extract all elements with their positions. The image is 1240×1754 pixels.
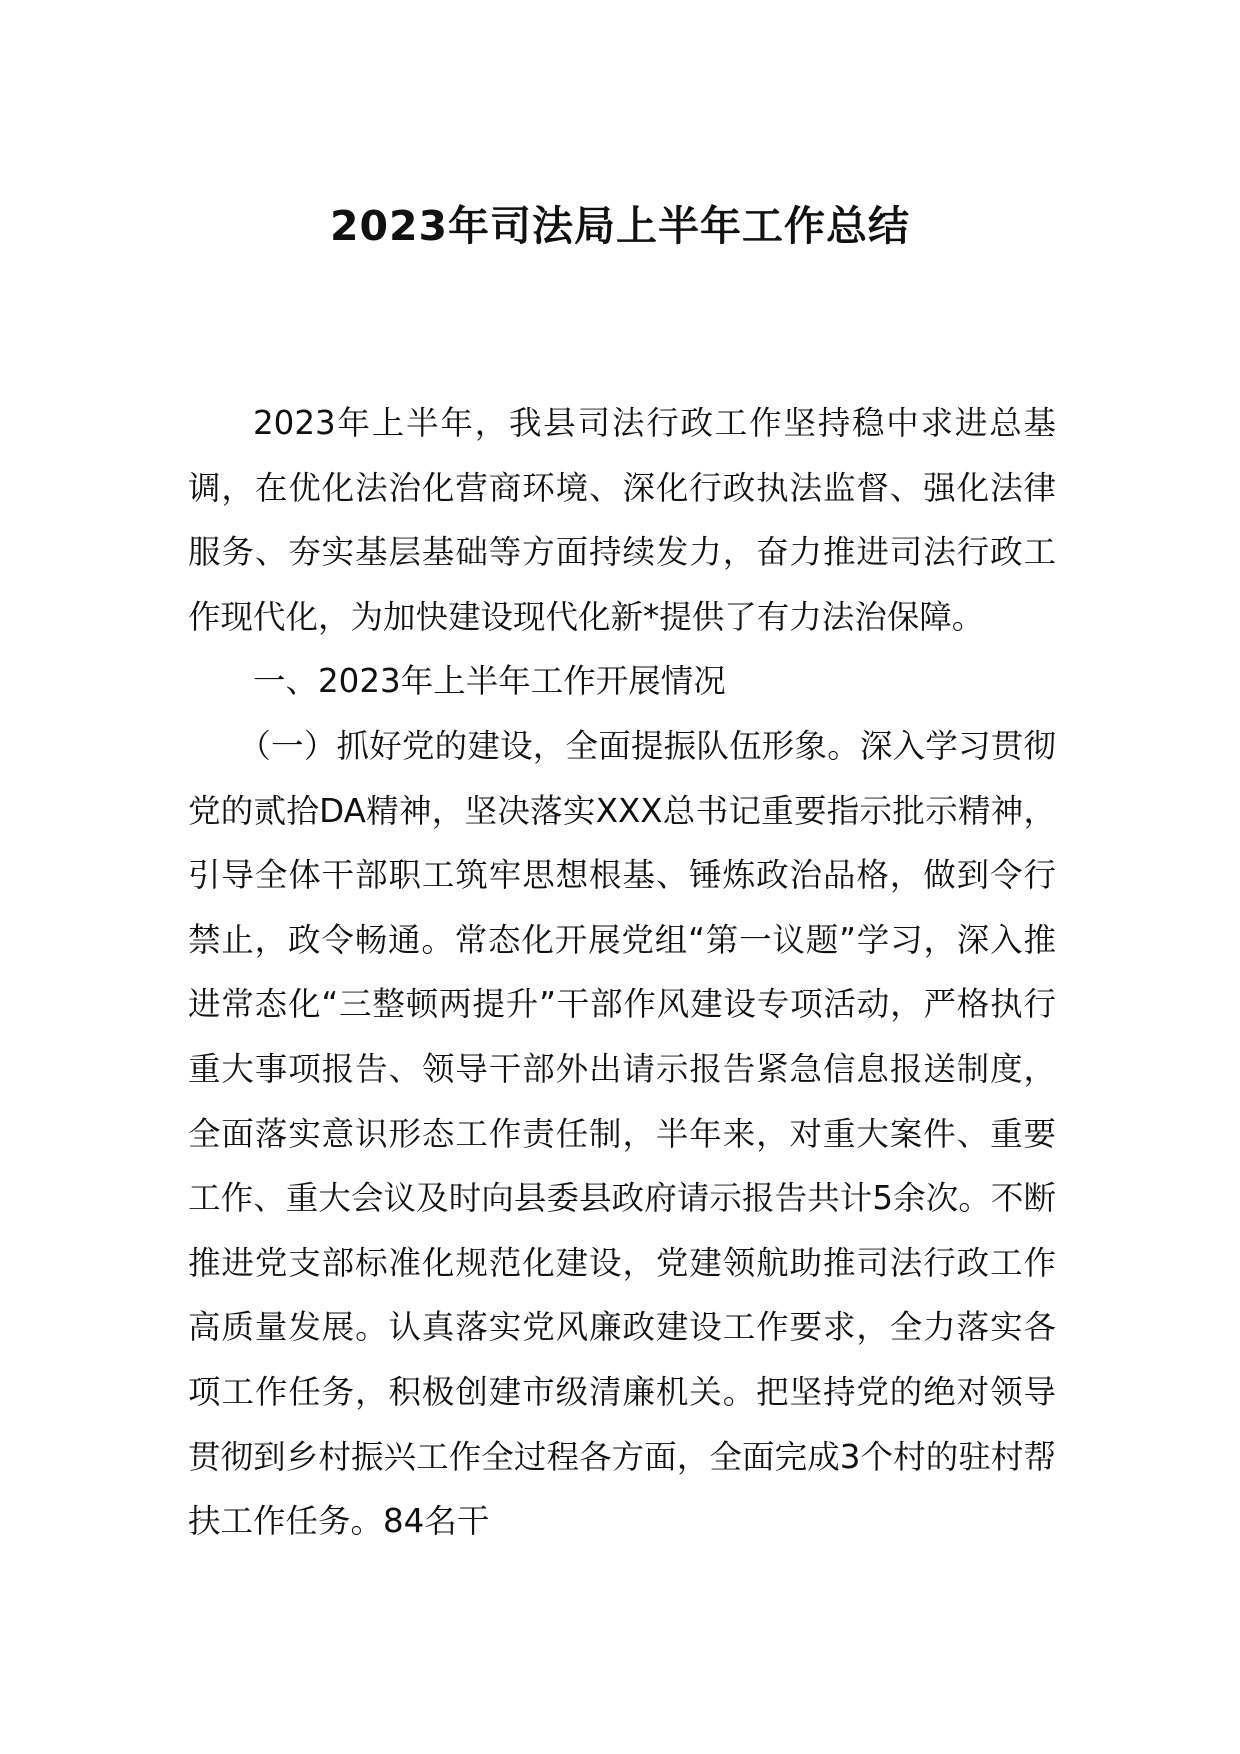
document-title: 2023年司法局上半年工作总结 bbox=[329, 202, 911, 250]
subsection-paragraph: （一）抓好党的建设，全面提振队伍形象。深入学习贯彻党的贰拾DA精神，坚决落实XXX总书记重要指示批示精神，引导全体干部职工筑牢思想根基、锤炼政治品格，做到令行禁止，政令畅通。常态化开展党组“第一议题”学习，深入推进常态化“三整顿两提升”干部作风建设专项活动，严格执行重大事项报告、领导干部外出请示报告紧急信息报送制度，全面落实意识形态工作责任制，半年来，对重大案件、重要工作、重大会议及时向县委县政府请示报告共计5余次。不断推进党支部标准化规范化建设，党建领航助推司法行政工作高质量发展。认真落实党风廉政建设工作要求，全力落实各项工作任务，积极创建市级清廉机关。把坚持党的绝对领导贯彻到乡村振兴工作全过程各方面，全面完成3个村的驻村帮扶工作任务。84名干 bbox=[188, 726, 1056, 1541]
document-body bbox=[188, 391, 1056, 1554]
section-heading: 一、2023年上半年工作开展情况 bbox=[253, 662, 726, 701]
intro-paragraph: 2023年上半年，我县司法行政工作坚持稳中求进总基调，在优化法治化营商环境、深化行政执法监督、强化法律服务、夯实基层基础等方面持续发力，奋力推进司法行政工作现代化，为加快建设现代化新*提供了有力法治保障。 bbox=[188, 404, 1056, 636]
